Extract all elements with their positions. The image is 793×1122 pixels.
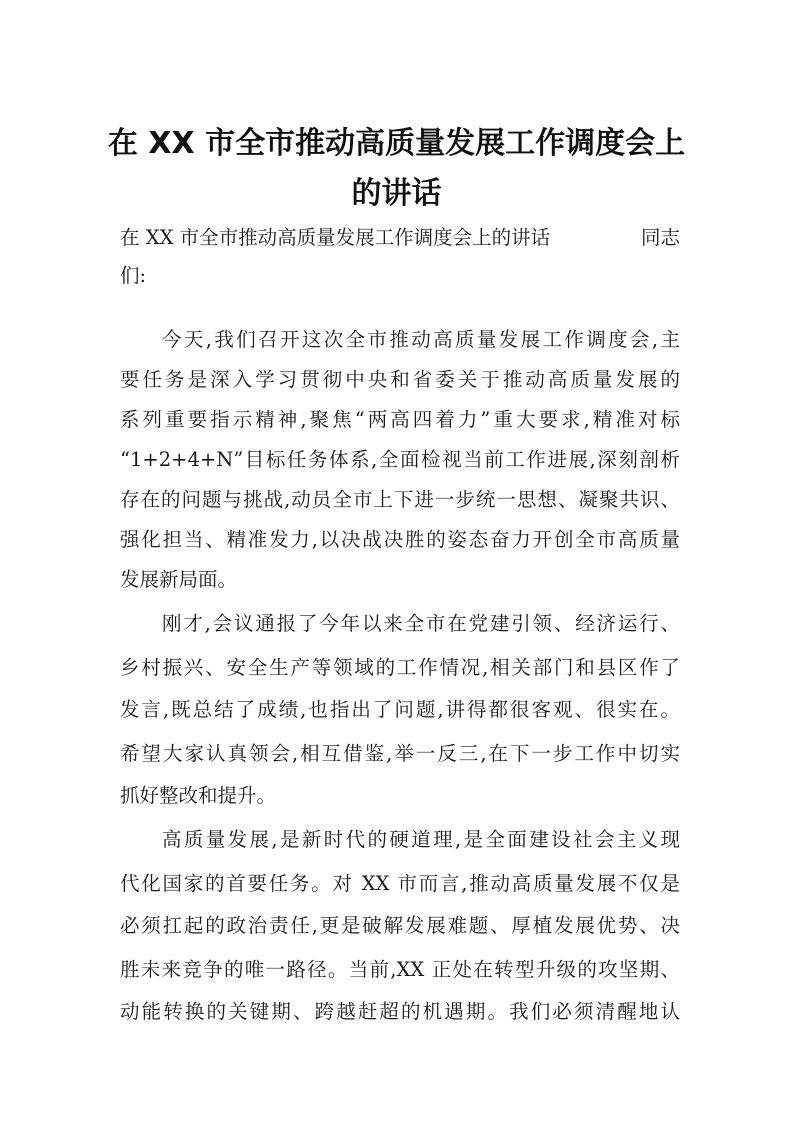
paragraph-2-line: 抓好整改和提升。 (120, 784, 277, 807)
paragraph-1-line: 强化担当、精准发力,以决战决胜的姿态奋力开创全市高质量 (120, 528, 680, 551)
paragraph-3-line: 必须扛起的政治责任,更是破解发展难题、厚植发展优势、决 (120, 914, 680, 937)
paragraph-2-line: 发言,既总结了成绩,也指出了问题,讲得都很客观、很实在。 (120, 698, 680, 721)
document-title-line-2: 的讲话 (351, 176, 442, 211)
paragraph-3-line: 代化国家的首要任务。对 XX 市而言,推动高质量发展不仅是 (120, 872, 680, 895)
intro-heading-line (120, 219, 680, 257)
paragraph-1-line: 发展新局面。 (120, 568, 238, 591)
document-title-line-1: 在 XX 市全市推动高质量发展工作调度会上 (107, 126, 686, 161)
paragraph-3-line: 动能转换的关键期、跨越赶超的机遇期。我们必须清醒地认 (120, 1000, 680, 1023)
salutation-end: 们: (120, 264, 147, 287)
paragraph-3-line: 胜未来竞争的唯一路径。当前,XX 正处在转型升级的攻坚期、 (120, 958, 680, 981)
intro-heading: 在 XX 市全市推动高质量发展工作调度会上的讲话 (120, 226, 551, 249)
paragraph-1-line: 系列重要指示精神,聚焦“两高四着力”重大要求,精准对标 (120, 408, 680, 431)
paragraph-2-line: 乡村振兴、安全生产等领域的工作情况,相关部门和县区作了 (120, 656, 680, 679)
paragraph-1-line: 要任务是深入学习贯彻中央和省委关于推动高质量发展的 (120, 368, 680, 391)
paragraph-1-line: “1+2+4+N”目标任务体系,全面检视当前工作进展,深刻剖析 (120, 448, 680, 471)
paragraph-1-line: 今天,我们召开这次全市推动高质量发展工作调度会,主 (162, 328, 680, 351)
paragraph-2-line: 刚才,会议通报了今年以来全市在党建引领、经济运行、 (162, 612, 680, 635)
paragraph-1-line: 存在的问题与挑战,动员全市上下进一步统一思想、凝聚共识、 (120, 488, 680, 511)
paragraph-3-line: 高质量发展,是新时代的硬道理,是全面建设社会主义现 (162, 828, 680, 851)
salutation-start: 同志 (640, 226, 680, 249)
paragraph-2-line: 希望大家认真领会,相互借鉴,举一反三,在下一步工作中切实 (120, 742, 680, 765)
